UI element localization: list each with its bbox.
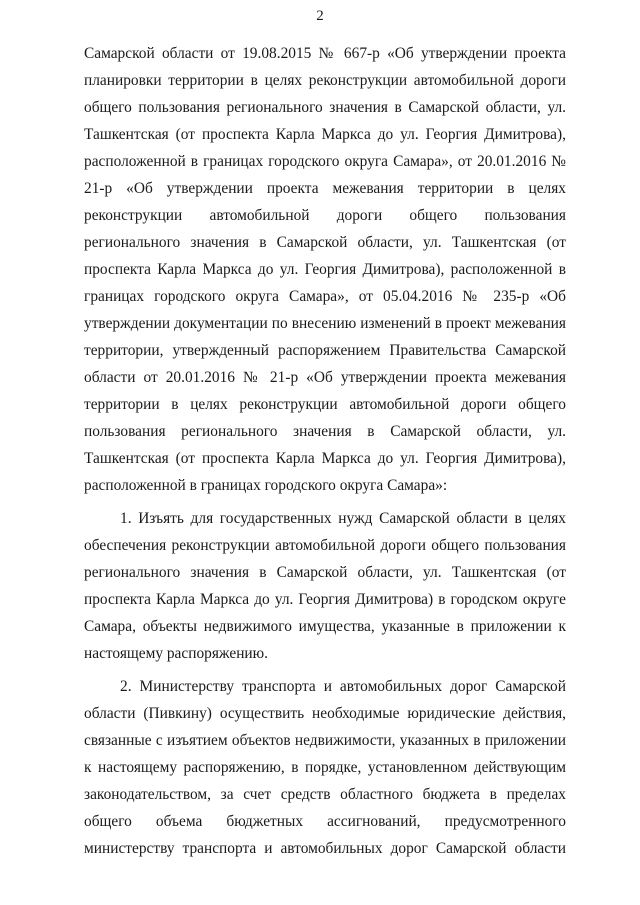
paragraph-item-2: 2. Министерству транспорта и автомобильных дорог Самарской области (Пивкину) осуществить необходимые юридические действия, связанные с изъятием объектов недвижимости, указанных в приложении к настоящему распоряжению, в порядке, установленном действующим законодательством, за счет средств областного бюджета в пределах общего объема бюджетных ассигнований, предусмотренного министерству транспорта и автомобильных дорог Самарской области [84,678,566,857]
paragraph-continuation: Самарской области от 19.08.2015 № 667-р «Об утверждении проекта планировки территории в целях реконструкции автомобильной дороги общего пользования регионального значения в Самарской области, ул. Ташкентская (от проспекта Карла Маркса до ул. Георгия Димитрова), расположенной в границах городского округа Самара», от 20.01.2016 № 21-р «Об утверждении проекта межевания территории в целях реконструкции автомобильной дороги общего пользования регионального значения в Самарской области, ул. Ташкентская (от проспекта Карла Маркса до ул. Георгия Димитрова), расположенной в границах городского округа Самара», от 05.04.2016 № 235-р «Об утверждении документации по внесению изменений в проект межевания территории, утвержденный распоряжением Правительства Самарской области от 20.01.2016 № 21-р «Об утверждении проекта межевания территории в целях реконструкции автомобильной дороги общего пользования регионального значения в Самарской области, ул. Ташкентская (от проспекта Карла Маркса до ул. Георгия Димитрова), расположенной в границах городского округа Самара»: [84,45,566,494]
page-number: 2 [316,8,324,24]
document-body [84,40,566,862]
paragraph-item-1: 1. Изъять для государственных нужд Самарской области в целях обеспечения реконструкции автомобильной дороги общего пользования регионального значения в Самарской области, ул. Ташкентская (от проспекта Карла Маркса до ул. Георгия Димитрова) в городском округе Самара, объекты недвижимого имущества, указанные в приложении к настоящему распоряжению. [84,510,566,662]
